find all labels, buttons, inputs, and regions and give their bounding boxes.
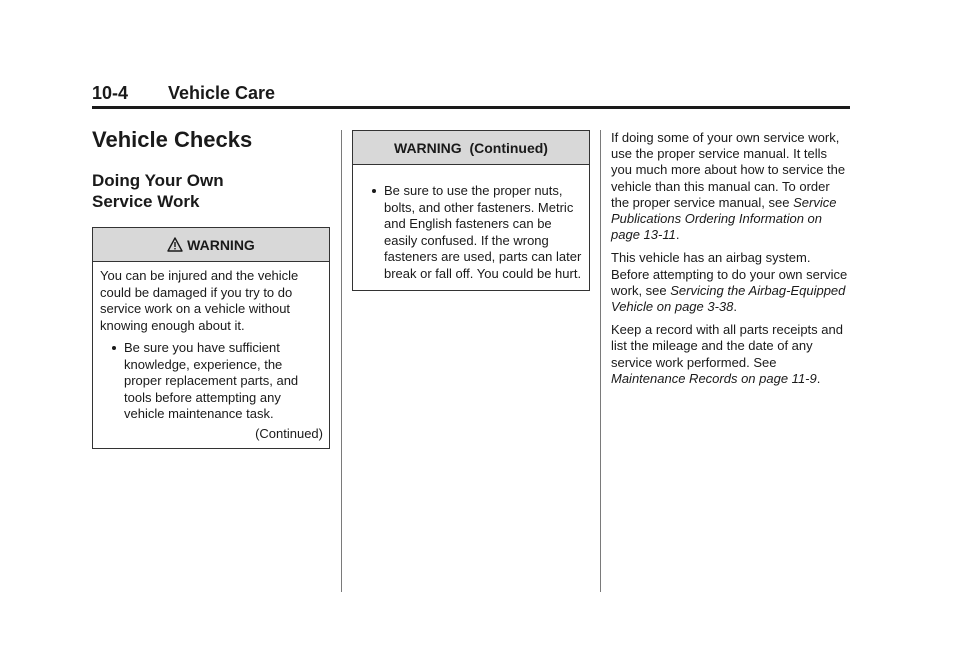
column-3 [611, 130, 851, 394]
paragraph-end: . [675, 227, 680, 243]
warning-header [93, 228, 329, 262]
cross-reference-link[interactable]: Service Publications Ordering Information on page 13-11 [611, 194, 837, 243]
paragraph-records [611, 322, 851, 387]
warning-bullet-text: Be sure to use the proper nuts, bolts, and other fasteners. Metric and English fasteners can be easily confused. If the wrong fasteners are used, parts can later break or fall off. You could be hurt. [384, 183, 582, 281]
paragraph-airbag [611, 250, 851, 315]
cross-reference-link[interactable]: Maintenance Records on page 11-9 [611, 370, 817, 386]
warning-triangle-icon [167, 237, 183, 252]
column-1 [92, 126, 330, 449]
page-header [92, 80, 850, 109]
page-number: 10-4 [92, 83, 129, 103]
page-title: Vehicle Checks [92, 127, 253, 152]
warning-header [353, 131, 589, 165]
section-title: Vehicle Care [168, 83, 276, 103]
paragraph-text: This vehicle has an airbag system. Before attempting to do your own service work, see [611, 250, 848, 298]
warning-label: WARNING [187, 236, 255, 253]
column-divider [341, 130, 342, 592]
cross-reference-link[interactable]: Servicing the Airbag-Equipped Vehicle on page 3-38 [611, 282, 846, 315]
warning-bullet [360, 183, 583, 282]
paragraph-end: . [733, 299, 738, 315]
bullet-icon [112, 346, 116, 350]
warning-bullet-text: Be sure you have sufficient knowledge, experience, the proper replacement parts, and tools before attempting any vehicle maintenance task. [124, 340, 299, 421]
column-divider [600, 130, 601, 592]
warning-box-continued [352, 130, 590, 291]
paragraph-service-manual [611, 130, 851, 243]
section-heading-line1: Doing Your Own [92, 171, 224, 190]
warning-body [353, 165, 589, 290]
column-2 [352, 130, 590, 291]
warning-body [93, 262, 329, 448]
paragraph-text: If doing some of your own service work, use the proper service manual. It tells you much more about how to service the vehicle than this manual can. To order the proper service manual, see [611, 130, 846, 210]
bullet-icon [372, 189, 376, 193]
section-heading [92, 170, 330, 212]
section-heading-line2: Service Work [92, 192, 200, 211]
warning-text: You can be injured and the vehicle could be damaged if you try to do service work on a vehicle without knowing enough about it. [100, 268, 299, 333]
paragraph-end: . [816, 370, 821, 386]
warning-box [92, 227, 330, 449]
continued-label: (Continued) [255, 425, 323, 441]
warning-bullet [100, 340, 323, 423]
warning-label: WARNING (Continued) [394, 139, 548, 156]
paragraph-text: Keep a record with all parts receipts and list the mileage and the date of any service work performed. See [611, 322, 843, 370]
